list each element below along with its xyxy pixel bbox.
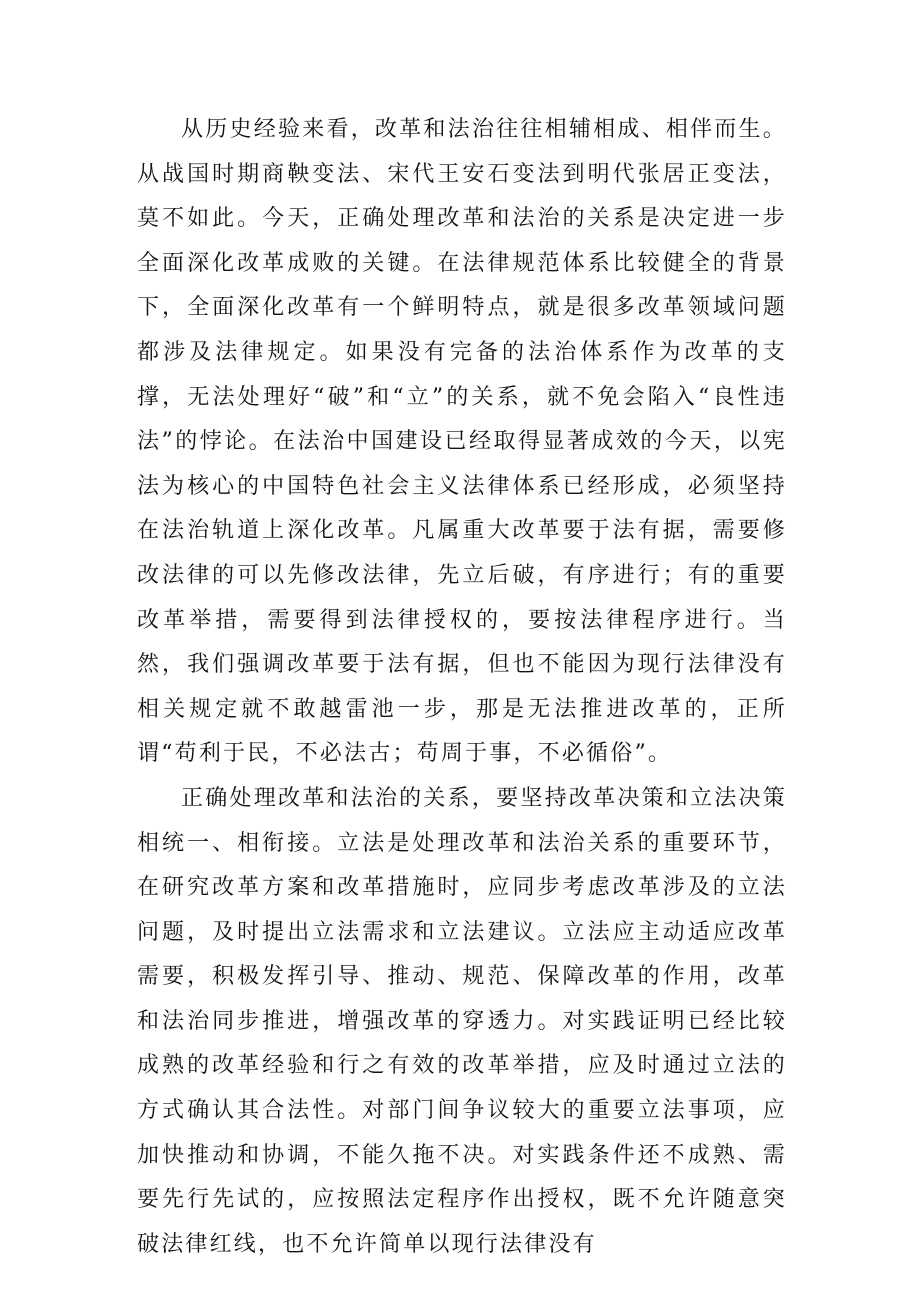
paragraph-reform-legislation: 正确处理改革和法治的关系，要坚持改革决策和立法决策相统一、相衔接。立法是处理改革和法治关系的重要环节，在研究改革方案和改革措施时，应同步考虑改革涉及的立法问题，及时提出立法需求和立法建议。立法应主动适应改革需要，积极发挥引导、推动、规范、保障改革的作用，改革和法治同步推进，增强改革的穿透力。对实践证明已经比较成熟的改革经验和行之有效的改革举措，应及时通过立法的方式确认其合法性。对部门间争议较大的重要立法事项，应加快推动和协调，不能久拖不决。对实践条件还不成熟、需要先行先试的，应按照法定程序作出授权，既不允许随意突破法律红线，也不允许简单以现行法律没有 [137, 785, 787, 1257]
body-text [137, 108, 787, 1267]
paragraph-reform-history: 从历史经验来看，改革和法治往往相辅相成、相伴而生。从战国时期商鞅变法、宋代王安石变法到明代张居正变法，莫不如此。今天，正确处理改革和法治的关系是决定进一步全面深化改革成败的关键。在法律规范体系比较健全的背景下，全面深化改革有一个鲜明特点，就是很多改革领域问题都涉及法律规定。如果没有完备的法治体系作为改革的支撑，无法处理好“破”和“立”的关系，就不免会陷入“良性违法”的悖论。在法治中国建设已经取得显著成效的今天，以宪法为核心的中国特色社会主义法律体系已经形成，必须坚持在法治轨道上深化改革。凡属重大改革要于法有据，需要修改法律的可以先修改法律，先立后破，有序进行；有的重要改革举措，需要得到法律授权的，要按法律程序进行。当然，我们强调改革要于法有据，但也不能因为现行法律没有相关规定就不敢越雷池一步，那是无法推进改革的，正所谓“苟利于民，不必法古；苟周于事，不必循俗”。 [137, 117, 787, 767]
